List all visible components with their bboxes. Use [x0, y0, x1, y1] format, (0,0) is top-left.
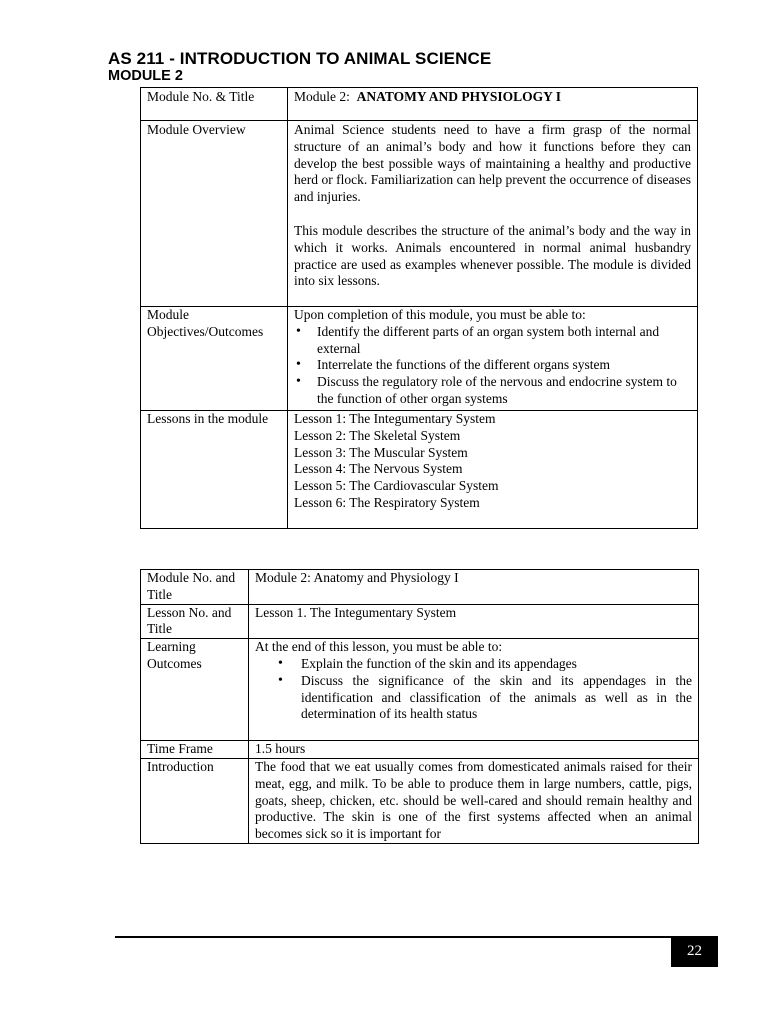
list-item: • Interrelate the functions of the different organs system [294, 357, 691, 374]
table-row [141, 307, 698, 411]
overview-paragraph: This module describes the structure of the animal’s body and the way in which it works. Animals encountered in normal animal husbandry practice are used as examples whenever possible. The module is divided into six lessons. [294, 222, 691, 289]
module-title: ANATOMY AND PHYSIOLOGY I [356, 89, 562, 104]
table-row [141, 570, 699, 605]
lesson-value: Lesson 1. The Integumentary System [249, 604, 699, 639]
module-objectives-cell [288, 307, 698, 411]
time-frame-value: 1.5 hours [249, 741, 699, 759]
lesson-item: Lesson 5: The Cardiovascular System [294, 478, 499, 494]
table-row [141, 88, 698, 121]
learning-outcomes-cell [249, 639, 699, 741]
list-item: • Discuss the regulatory role of the nervous and endocrine system to the function of other organ systems [294, 374, 691, 408]
list-item: • Explain the function of the skin and its appendages [255, 656, 692, 673]
outcomes-intro: At the end of this lesson, you must be able to: [255, 639, 503, 655]
table-row [141, 604, 699, 639]
lessons-cell [288, 411, 698, 529]
module-title-cell [288, 88, 698, 121]
row-label: Lessons in the module [141, 411, 288, 529]
lesson-item: Lesson 3: The Muscular System [294, 444, 468, 460]
row-label: Lesson No. and Title [141, 604, 249, 639]
footer-divider [115, 936, 671, 938]
list-item: • Identify the different parts of an organ system both internal and external [294, 324, 691, 358]
list-item: • Discuss the significance of the skin and its appendages in the identification and classification of the animals as well as in the determination of its health status [255, 673, 692, 723]
row-label: Introduction [141, 758, 249, 843]
module-value: Module 2: Anatomy and Physiology I [249, 570, 699, 605]
module-title-prefix: Module 2: [294, 89, 357, 104]
row-label: Time Frame [141, 741, 249, 759]
course-title: AS 211 - INTRODUCTION TO ANIMAL SCIENCE [108, 49, 492, 68]
lesson-item: Lesson 6: The Respiratory System [294, 494, 480, 510]
lesson-item: Lesson 2: The Skeletal System [294, 427, 461, 443]
page-number: 22 [671, 936, 718, 967]
row-label: Module No. & Title [141, 88, 288, 121]
overview-paragraph: Animal Science students need to have a firm grasp of the normal structure of an animal’s body and how it functions before they can develop the best possible ways of maintaining a healthy and productive herd or flock. Familiarization can help prevent the occurrence of diseases and injuries. [294, 122, 691, 205]
lesson-item: Lesson 4: The Nervous System [294, 461, 463, 477]
row-label: Learning Outcomes [141, 639, 249, 741]
outcomes-list [255, 656, 692, 723]
table-row [141, 121, 698, 307]
table-row [141, 639, 699, 741]
module-summary-table [140, 87, 698, 529]
row-label: Module Objectives/Outcomes [141, 307, 288, 411]
objectives-list [294, 324, 691, 408]
table-row [141, 741, 699, 759]
lesson-item: Lesson 1: The Integumentary System [294, 411, 496, 426]
row-label: Module Overview [141, 121, 288, 307]
module-overview-cell [288, 121, 698, 307]
introduction-value: The food that we eat usually comes from domesticated animals raised for their meat, egg, and milk. To be able to produce them in large numbers, cattle, pigs, goats, sheep, chicken, etc. should be well-cared and should remain healthy and productive. The skin is one of the first systems affected when an animal becomes sick so it is important for [249, 758, 699, 843]
lesson-details-table [140, 569, 699, 844]
table-row [141, 758, 699, 843]
table-row [141, 411, 698, 529]
row-label: Module No. and Title [141, 570, 249, 605]
module-label: MODULE 2 [108, 68, 183, 84]
objectives-intro: Upon completion of this module, you must be able to: [294, 307, 586, 322]
